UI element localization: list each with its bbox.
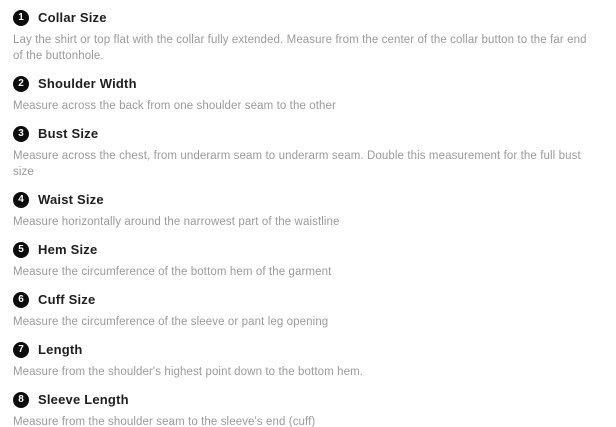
list-item <box>13 9 603 64</box>
item-title: Shoulder Width <box>38 76 137 91</box>
item-header <box>13 9 603 26</box>
number-badge: 5 <box>13 242 29 258</box>
list-item <box>13 241 603 280</box>
item-header <box>13 291 603 308</box>
list-item <box>13 341 603 380</box>
item-header <box>13 191 603 208</box>
item-header <box>13 125 603 142</box>
item-description: Measure the circumference of the bottom hem of the garment <box>13 266 332 278</box>
number-badge: 3 <box>13 126 29 142</box>
item-title: Length <box>38 342 83 357</box>
item-header <box>13 75 603 92</box>
item-title: Bust Size <box>38 126 99 141</box>
item-title: Collar Size <box>38 10 107 25</box>
item-header <box>13 391 603 408</box>
list-item <box>13 391 603 427</box>
item-description: Lay the shirt or top flat with the collar fully extended. Measure from the center of the collar button to the far end of the buttonhole. <box>13 34 587 62</box>
item-description: Measure across the back from one shoulder seam to the other <box>13 100 336 112</box>
item-description: Measure from the shoulder's highest point down to the bottom hem. <box>13 366 364 378</box>
number-badge: 8 <box>13 392 29 408</box>
item-title: Hem Size <box>38 242 98 257</box>
item-title: Waist Size <box>38 192 104 207</box>
item-title: Sleeve Length <box>38 392 129 407</box>
item-description: Measure the circumference of the sleeve or pant leg opening <box>13 316 329 328</box>
number-badge: 1 <box>13 10 29 26</box>
item-description: Measure from the shoulder seam to the sleeve's end (cuff) <box>13 416 316 427</box>
number-badge: 4 <box>13 192 29 208</box>
list-item <box>13 75 603 114</box>
list-item <box>13 125 603 180</box>
item-title: Cuff Size <box>38 292 96 307</box>
item-header <box>13 241 603 258</box>
item-description: Measure horizontally around the narrowest part of the waistline <box>13 216 340 228</box>
list-item <box>13 191 603 230</box>
number-badge: 7 <box>13 342 29 358</box>
number-badge: 2 <box>13 76 29 92</box>
number-badge: 6 <box>13 292 29 308</box>
item-header <box>13 341 603 358</box>
item-description: Measure across the chest, from underarm seam to underarm seam. Double this measurement for the full bust size <box>13 150 581 178</box>
list-item <box>13 291 603 330</box>
